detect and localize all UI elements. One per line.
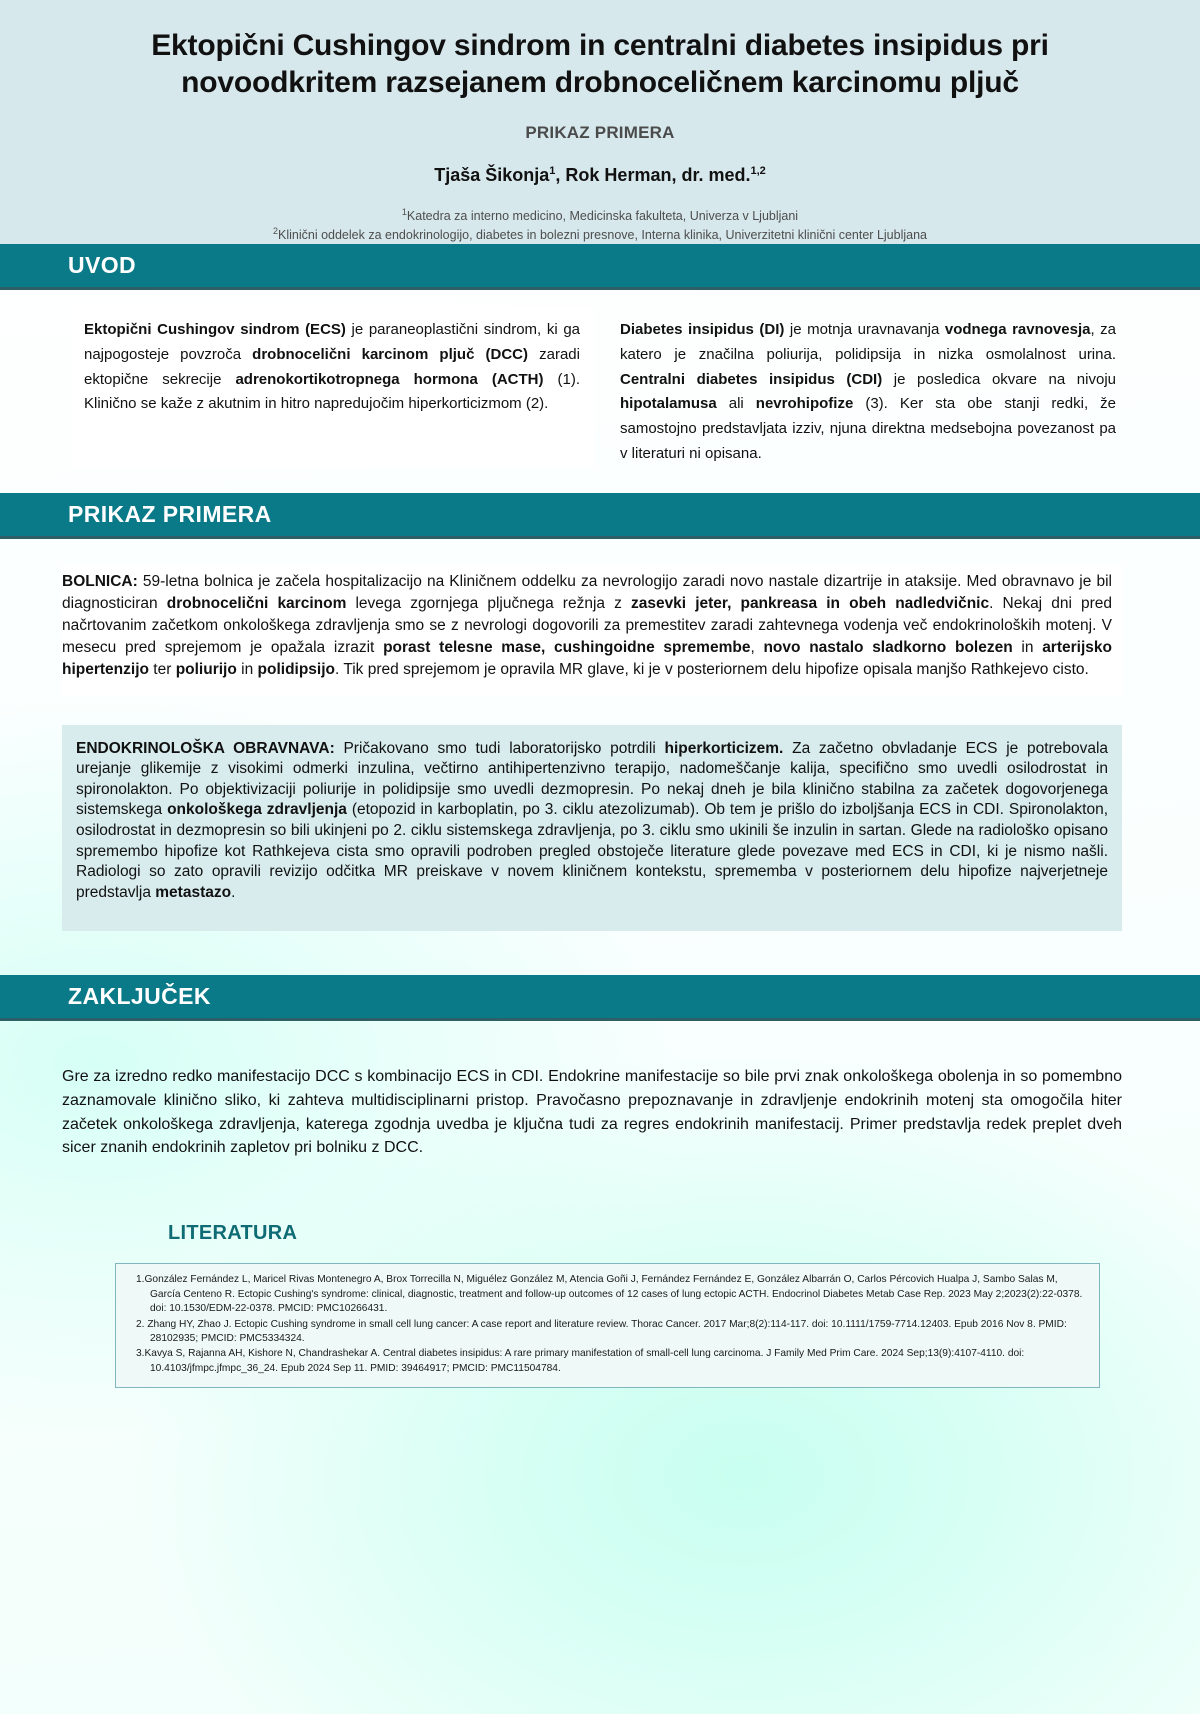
section-title-zakljucek: ZAKLJUČEK — [68, 983, 211, 1010]
affiliation-marker-2: 2 — [272, 226, 278, 237]
case-content — [0, 539, 1200, 695]
affiliation-marker-1: 1 — [401, 207, 407, 218]
conclusion-content — [0, 1021, 1200, 1160]
literature-box — [115, 1263, 1100, 1388]
section-title-uvod: UVOD — [68, 252, 137, 278]
reference-item: 2. Zhang HY, Zhao J. Ectopic Cushing syndrome in small cell lung cancer: A case report and literature review. Thorac Cancer. 2017 Mar;8(2):114-117. doi: 10.1111/1759-7714.12403. Epub 2016 Nov 8. PMID: 28102935; PMCID: PMC5334324. — [136, 1318, 1067, 1344]
author-separator: , — [555, 165, 566, 186]
author-name-1: Tjaša Šikonja — [434, 165, 550, 186]
poster-header — [0, 0, 1200, 244]
section-bar-uvod — [0, 244, 1200, 290]
literature-heading: LITERATURA — [168, 1222, 298, 1245]
section-title-prikaz-primera: PRIKAZ PRIMERA — [68, 500, 272, 527]
endocrine-workup-box: ENDOKRINOLOŠKA OBRAVNAVA: Pričakovano smo tudi laboratorijsko potrdili hiperkorticizem. Za začetno obvladanje ECS je potrebovala urejanje glikemije z visokimi odmerki inzulina, večtirno antihipertenzivno terapijo, nadomeščanje kalija, specifično smo uvedli osilodrostat in spironolakton. Po objektivizaciji poliurije in polidipsije smo uvedli dezmopresin. Po nekaj dneh je bila klinično stabilna za začetek dogovorjenega sistemskega onkološkega zdravljenja (etopozid in karboplatin, po 3. ciklu atezolizumab). Ob tem je prišlo do izboljšanja ECS in CDI. Spironolakton, osilodrostat in dezmopresin so bili ukinjeni po 2. ciklu sistemskega zdravljenja, po 3. ciklu smo ukinili še inzulin in sartan. Glede na radiološko opisano spremembo hipofize kot Rathkejeva cista smo opravili podroben pregled obstoječe literature glede povezave med ECS in CDI, ki je nismo našli. Radiologi so zato opravili revizijo odčitka MR preiskave v novem kliničnem kontekstu, sprememba v posteriornem delu hipofize najverjetneje predstavlja metastazo. — [62, 725, 1122, 932]
affiliation-1 — [60, 206, 1140, 225]
page-title: Ektopični Cushingov sindrom in centralni diabetes insipidus pri novoodkritem razsejanem drobnoceličnem karcinomu pljuč — [151, 29, 1049, 99]
affiliation-text-1: Katedra za interno medicino, Medicinska fakulteta, Univerza v Ljubljani — [406, 209, 799, 224]
author-affil-marker-1: 1 — [549, 165, 556, 178]
affiliation-text-2: Klinični oddelek za endokrinologijo, diabetes in bolezni presnove, Interna klinika, Univerzitetni klinični center Ljubljana — [278, 228, 927, 243]
uvod-column-right: Diabetes insipidus (DI) je motnja uravnavanja vodnega ravnovesja, za katero je značilna poliurija, polidipsija in nizka osmolalnost urina. Centralni diabetes insipidus (CDI) je posledica okvare na nivoju hipotalamusa ali nevrohipofize (3). Ker sta obe stanji redki, že samostojno predstavljata izziv, njuna direktna medsebojna povezanost pa v literaturi ni opisana. — [620, 321, 1117, 462]
section-bar-zakljucek — [0, 975, 1200, 1021]
poster-subtitle: PRIKAZ PRIMERA — [525, 123, 675, 143]
reference-item: 3.Kavya S, Rajanna AH, Kishore N, Chandrashekar A. Central diabetes insipidus: A rare primary manifestation of small-cell lung carcinoma. J Family Med Prim Care. 2024 Sep;13(9):4107-4110. doi: 10.4103/jfmpc.jfmpc_36_24. Epub 2024 Sep 11. PMID: 39464917; PMCID: PMC11504784. — [136, 1348, 1025, 1374]
reference-item: 1.González Fernández L, Maricel Rivas Montenegro A, Brox Torrecilla N, Miguélez González M, Atencia Goñi J, Fernández Fernández E, González Albarrán O, Carlos Pércovich Hualpa J, Sambo Salas M, García Centeno R. Ectopic Cushing's syndrome: clinical, diagnostic, treatment and follow-up outcomes of 12 cases of lung ectopic ACTH. Endocrinol Diabetes Metab Case Rep. 2023 May 2;2023(2):22-0378. doi: 10.1530/EDM-22-0378. PMCID: PMC10266431. — [136, 1274, 1083, 1315]
reference-list — [128, 1273, 1087, 1376]
affiliation-list — [60, 206, 1140, 245]
uvod-content — [0, 290, 1200, 467]
author-affil-marker-2: 1,2 — [750, 165, 766, 178]
uvod-column-left: Ektopični Cushingov sindrom (ECS) je paraneoplastični sindrom, ki ga najpogosteje povzroča drobnocelični karcinom pljuč (DCC) zaradi ektopične sekrecije adrenokortikotropnega hormona (ACTH) (1). Klinično se kaže z akutnim in hitro napredujočim hiperkorticizmom (2). — [72, 306, 594, 467]
conclusion-paragraph: Gre za izredno redko manifestacijo DCC s kombinacijo ECS in CDI. Endokrine manifestacije so bile prvi znak onkološkega obolenja in so pomembno zaznamovale klinično sliko, ki zahteva multidisciplinarni pristop. Pravočasno prepoznavanje in zdravljenje endokrinih motenj sta omogočila hiter začetek onkološkega zdravljenja, katerega zgodnja uvedba je ključna tudi za regres endokrinih manifestacij. Primer predstavlja redek preplet dveh sicer znanih endokrinih zapletov pri bolniku z DCC. — [62, 1068, 1122, 1157]
section-bar-prikaz-primera — [0, 493, 1200, 539]
author-name-2: Rok Herman, dr. med. — [565, 165, 751, 186]
affiliation-2 — [60, 225, 1140, 244]
case-paragraph: BOLNICA: 59-letna bolnica je začela hospitalizacijo na Kliničnem oddelku za nevrologijo zaradi novo nastale dizartrije in ataksije. Med obravnavo je bil diagnosticiran drobnocelični karcinom levega zgornjega pljučnega režnja z zasevki jeter, pankreasa in obeh nadledvičnic. Nekaj dni pred načrtovanim začetkom onkološkega zdravljenja smo se z nevrologi dogovorili za premestitev zaradi zahtevnega vodenja več endokrinoloških motenj. V mesecu pred sprejemom je opažala izrazit porast telesne mase, cushingoidne spremembe, novo nastalo sladkorno bolezen in arterijsko hipertenzijo ter poliurijo in polidipsijo. Tik pred sprejemom je opravila MR glave, ki je v posteriornem delu hipofize opisala manjšo Rathkejevo cisto. — [62, 565, 1122, 695]
author-list — [60, 165, 1140, 186]
